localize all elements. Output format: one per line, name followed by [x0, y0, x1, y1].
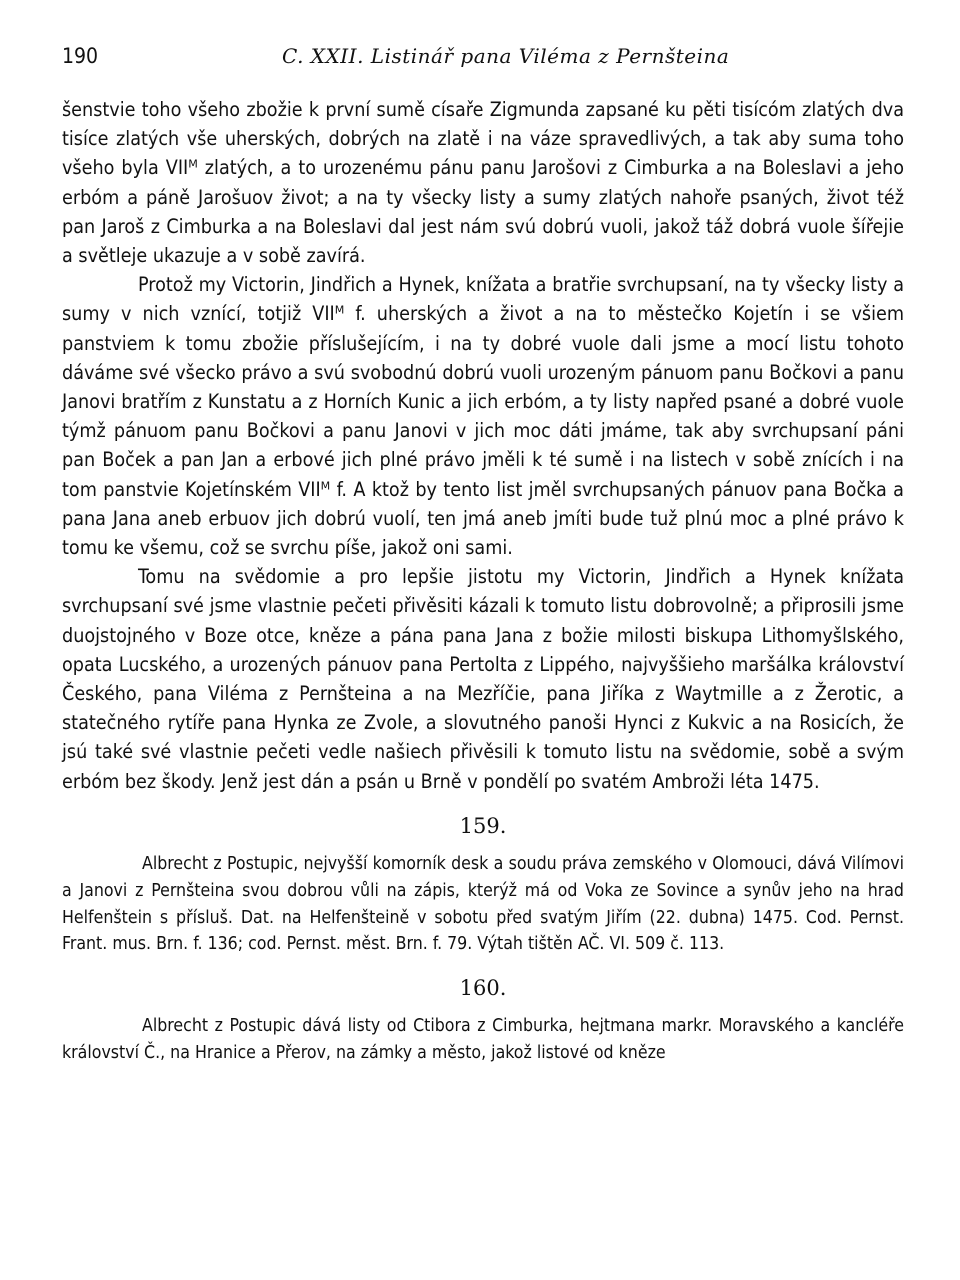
entry-number: 160.	[459, 976, 507, 1001]
page-header	[62, 44, 904, 74]
page-number: 190	[62, 44, 99, 68]
entry-regest: Albrecht z Postupic, nejvyšší komorník desk a soudu práva zemského v Olomouci, dává Vilímovi a Janovi z Pernšteina svou dobrou vůli na zápis, kterýž má od Voka ze Sovince a synův jeho na hrad Helfenštein s přísluš. Dat. na Helfenšteině v sobotu před svatým Jiřím (22. dubna) 1475. Cod. Pernst. Frant. mus. Brn. f. 136; cod. Pernst. měst. Brn. f. 79. Výtah tištěn AČ. VI. 509 č. 113.	[62, 854, 904, 955]
paragraph: Tomu na svědomie a pro lepšie jistotu my Victorin, Jindřich a Hynek knížata svrchupsaní své jsme vlastnie pečeti přivěsiti kázali k tomuto listu dobrovolně; a připrosili jsme duojstojného v Boze otce, kněze a pána pana Jana z božie milosti biskupa Lithomyšlského, opata Lucského, a urozených pánuov pana Pertolta z Lippého, najvyššieho maršálka království Českého, pana Viléma z Pernšteina a na Mezříčie, pana Jiříka z Waytmille a z Žerotic, a statečného rytíře pana Hynka ze Zvole, a slovutného panoši Hynci z Kukvic a na Rosicích, že jsú také své vlastnie pečeti vedle našiech přivěsili k tomuto listu na svědomie, sobě a svým erbóm bez škody. Jenž jest dán a psán u Brně v pondělí po svatém Ambroži léta 1475.	[62, 565, 904, 793]
body-text	[62, 95, 904, 1067]
entry-regest: Albrecht z Postupic dává listy od Ctibora z Cimburka, hejtmana markr. Moravského a kancléře království Č., na Hranice a Přerov, na zámky a město, jakož listové od kněze	[62, 1016, 904, 1064]
paragraph: šenstvie toho všeho zbožie k první sumě císaře Zigmunda zapsané ku pěti tisícóm zlatých dva tisíce zlatých vše uherských, dobrých na zlatě i na váze spravedlivých, a tak aby suma toho všeho byla VIIᴹ zlatých, a to urozenému pánu panu Jarošovi z Cimburka a na Boleslavi a jeho erbóm a páně Jarošuov život; a na ty všecky listy a sumy zlatých nahoře psaných, život též pan Jaroš z Cimburka a na Boleslavi dal jest nám svú dobrú vuoli, jakož táž dobrá vuole šířejie a světleje ukazuje a v sobě zavírá.	[62, 98, 904, 268]
paragraph: Protož my Victorin, Jindřich a Hynek, knížata a bratřie svrchupsaní, na ty všecky listy a sumy v nich vznící, totjiž VIIᴹ f. uherských a život a na to městečko Kojetín i se všiem panstviem k tomu zbožie příslušejícím, i na ty dobré vuole dali jsme a mocí listu tohoto dáváme své všecko právo a svú svobodnú dobrú vuoli urozeným pánuom panu Bočkovi a panu Janovi bratřím z Kunstatu a z Horních Kunic a jich erbóm, a ty listy napřed psané a dobré vuole týmž pánuom panu Bočkovi a panu Janovi v jich moc dáti jmáme, tak aby svrchupsaní páni pan Boček a pan Jan a erbové jich plné právo jměli k té sumě i na listech v sobě znících i na tom panstvie Kojetínském VIIᴹ f. A ktož by tento list jměl svrchupsaných pánuov pana Bočka a pana Jana aneb erbuov jich dobrú vuolí, ten jmá aneb jmíti bude tuž plnú moc a plné právo k tomu ke všemu, což se svrchu píše, jakož oni sami.	[62, 273, 904, 560]
running-head: C. XXII. Listinář pana Viléma z Pernšteina	[282, 44, 730, 68]
entry-number: 159.	[459, 813, 507, 838]
